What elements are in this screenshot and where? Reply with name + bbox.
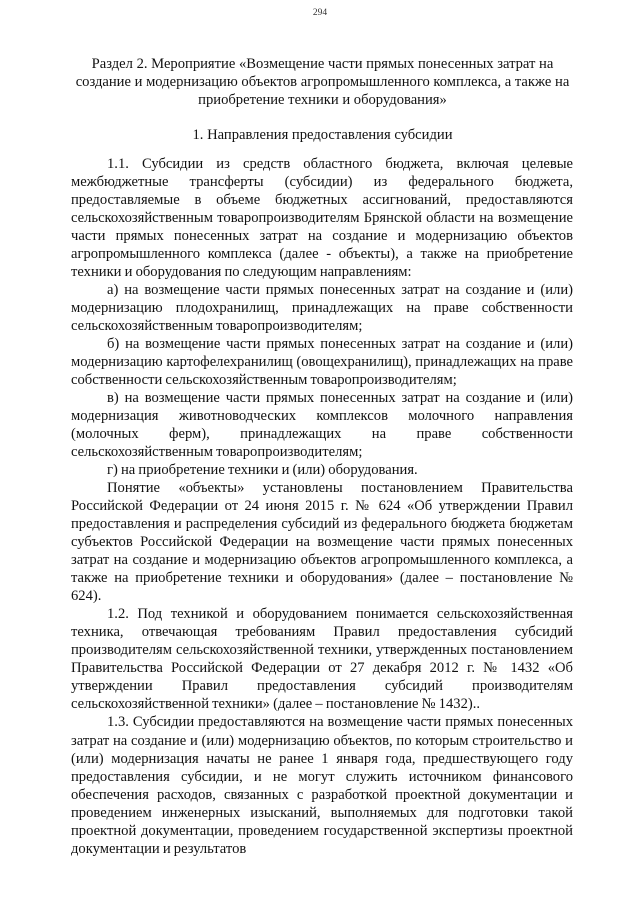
- body-text: [71, 155, 573, 858]
- list-item-v: в) на возмещение части прямых понесенных затрат на создание и (или) модернизация животноводческих комплексов молочного направления (молочных ферм), принадлежащих на праве собственности сельскохозяйственным товаропроизводителям;: [71, 390, 573, 461]
- paragraph-1-3: 1.3. Субсидии предоставляются на возмещение части прямых понесенных затрат на создание и (или) модернизацию объектов, по которым строительство и (или) модернизация начаты не ранее 1 января года, предшествующего году предоставления субсидии, и не могут служить источником финансового обеспечения расходов, связанных с разработкой проектной документации и проведением инженерных изысканий, выполняемых для подготовки такой проектной документации, проведением государственной экспертизы проектной документации и результатов: [71, 714, 573, 857]
- subsection-heading: 1. Направления предоставления субсидии: [192, 127, 453, 143]
- paragraph-objects-definition: Понятие «объекты» установлены постановлением Правительства Российской Федерации от 24 июня 2015 г. № 624 «Об утверждении Правил предоставления и распределения субсидий из федерального бюджета бюджетам субъектов Российской Федерации на возмещение части прямых понесенных затрат на создание и модернизацию объектов агропромышленного комплекса, а также на приобретение техники и оборудования» (далее – постановление № 624).: [71, 480, 573, 605]
- section-title: Раздел 2. Мероприятие «Возмещение части прямых понесенных затрат на создание и модернизацию объектов агропромышленного комплекса, а также на приобретение техники и оборудования»: [75, 56, 570, 108]
- paragraph-1-1: 1.1. Субсидии из средств областного бюджета, включая целевые межбюджетные трансферты (субсидии) из федерального бюджета, предоставляемые в объеме бюджетных ассигнований, предоставляются сельскохозяйственным товаропроизводителям Брянской области на возмещение части прямых понесенных затрат на создание и модернизацию объектов агропромышленного комплекса (далее - объекты), а также на приобретение техники и оборудования по следующим направлениям:: [71, 156, 573, 281]
- list-item-g: г) на приобретение техники и (или) оборудования.: [107, 462, 418, 479]
- paragraph-1-2: 1.2. Под техникой и оборудованием понимается сельскохозяйственная техника, отвечающая требованиям Правил предоставления субсидий производителям сельскохозяйственной техники, утвержденных постановлением Правительства Российской Федерации от 27 декабря 2012 г. № 1432 «Об утверждении Правил предоставления субсидий производителям сельскохозяйственной техники» (далее – постановление № 1432)..: [71, 606, 573, 713]
- list-item-b: б) на возмещение части прямых понесенных затрат на создание и (или) модернизацию картофелехранилищ (овощехранилищ), принадлежащих на праве собственности сельскохозяйственным товаропроизводителям;: [71, 336, 573, 389]
- page-number: 294: [312, 8, 328, 18]
- list-item-a: а) на возмещение части прямых понесенных затрат на создание и (или) модернизацию плодохранилищ, принадлежащих на праве собственности сельскохозяйственным товаропроизводителям;: [71, 282, 573, 335]
